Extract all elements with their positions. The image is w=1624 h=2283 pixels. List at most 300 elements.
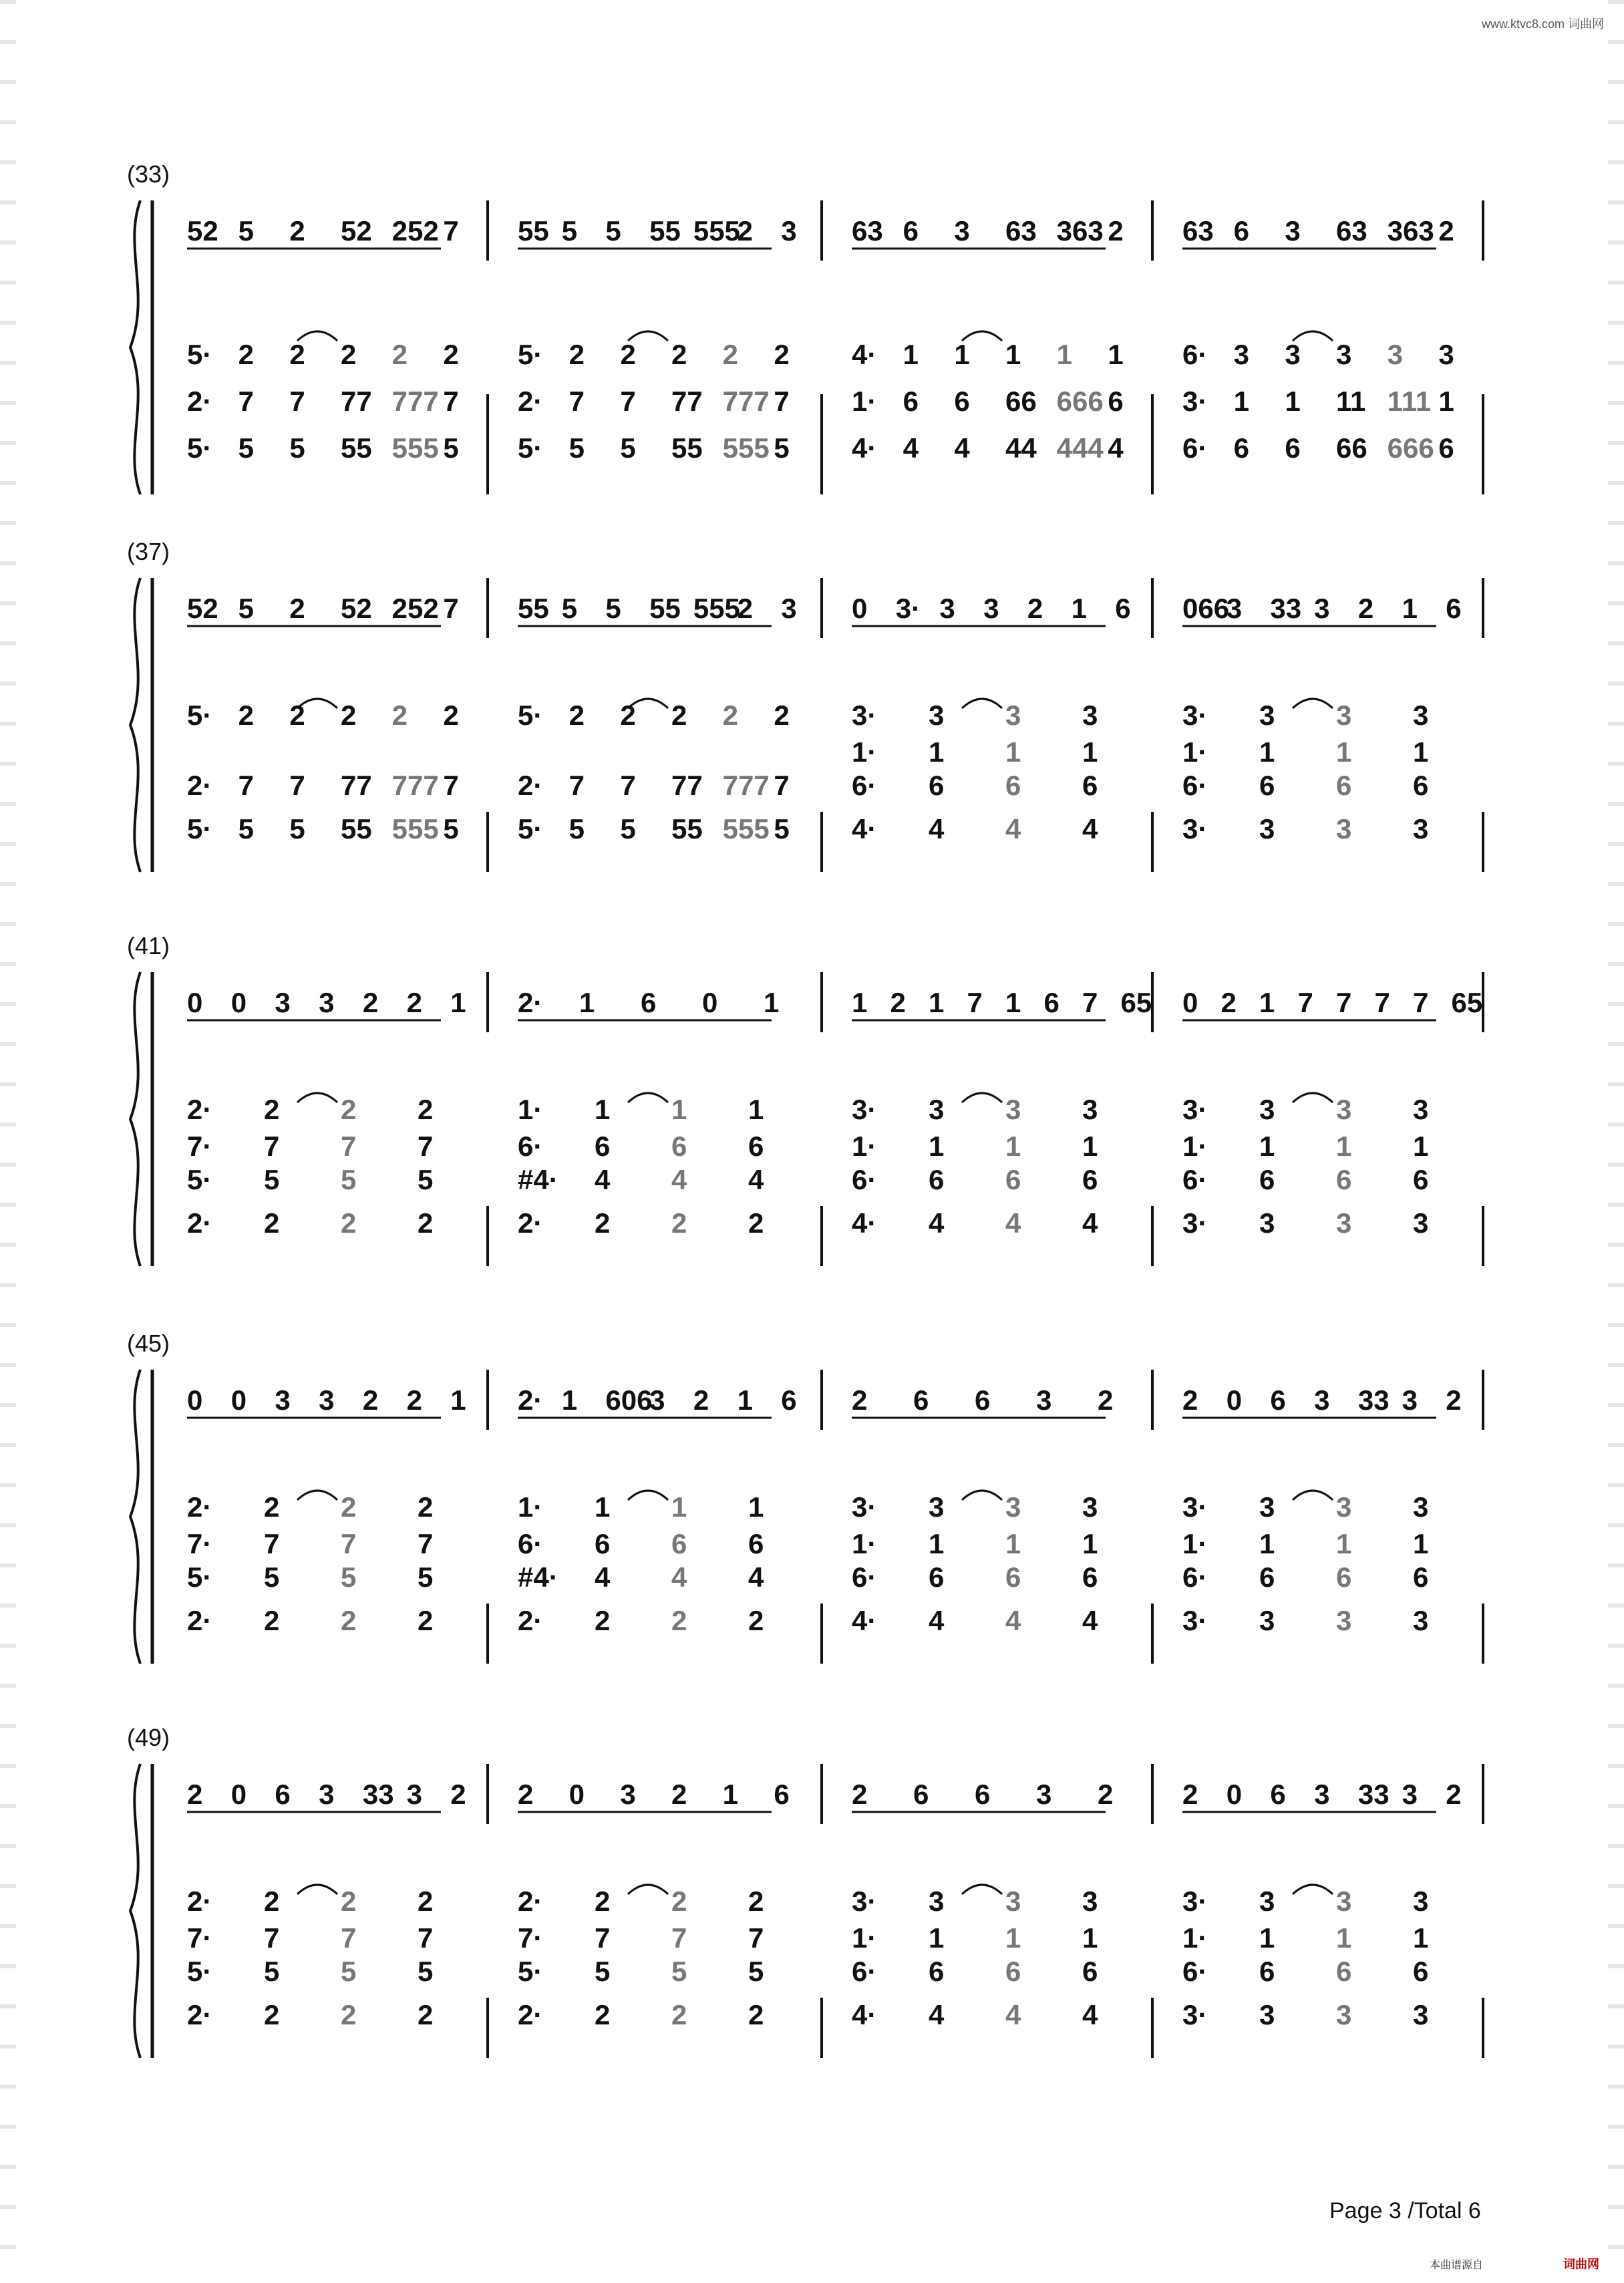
middle-note: 6 [1082,1164,1098,1195]
treble-note: 2 [1098,1384,1114,1416]
treble-note: 2 [1446,1779,1462,1810]
upper2-note: 7 [418,1922,434,1954]
upper-note: 1 [748,1491,764,1523]
upper-note: 2 [341,700,357,731]
lower-note: 2 [671,1999,687,2030]
middle-note: 7 [289,770,305,801]
upper-note: 2 [748,1885,764,1917]
upper-note: 1 [671,1094,687,1125]
treble-note: 0 [187,987,203,1018]
treble-note: 0 [230,1384,247,1416]
tie-arc [628,1093,668,1102]
treble-note: 6 [641,987,657,1018]
left-margin-pattern [0,0,16,2283]
lower-note: 5· [518,432,543,464]
lower-note: 44 [1005,432,1037,464]
treble-note: 3 [1314,593,1330,624]
upper-note: 3 [1259,1885,1275,1917]
upper-note: 3 [929,1094,945,1125]
treble-note: 2 [289,593,305,624]
upper-note: 1 [748,1094,764,1125]
treble-note: 33 [362,1779,394,1810]
upper-note: 2 [289,700,305,731]
upper2-note: 7 [341,1922,357,1954]
treble-note: 3 [781,593,797,624]
lower-note: 55 [671,813,703,845]
upper-note: 2 [264,1885,280,1917]
treble-note: 63 [1336,215,1367,247]
system-brace [130,1370,140,1664]
treble-note: 363 [1056,215,1104,247]
treble-note: 5 [561,593,578,624]
treble-note: 55 [649,215,681,247]
treble-note: 2 [362,987,379,1018]
treble-note: 5 [238,215,255,247]
upper-note: 2 [443,339,459,370]
middle-note: 666 [1056,386,1104,417]
upper2-note: 1· [1182,1528,1208,1559]
treble-note: 6 [781,1384,797,1416]
upper-note: 2 [620,700,636,731]
middle-note: 5 [341,1956,357,1987]
upper-note: 6· [1182,339,1208,370]
treble-note: 3 [781,215,797,247]
treble-note: 6 [913,1384,929,1416]
measure-number: (49) [127,1724,170,1751]
middle-note: 1 [1233,386,1250,417]
upper-note: 3 [1005,1885,1021,1917]
lower-note: 3 [1413,1999,1429,2030]
lower-note: 444 [1056,432,1104,464]
lower-note: 4 [929,1999,945,2030]
lower-note: 5 [569,813,585,845]
treble-note: 2 [1182,1384,1198,1416]
treble-note: 1 [1259,987,1275,1018]
lower-note: 4 [929,1207,945,1239]
lower-note: 5 [289,432,305,464]
tie-arc [297,1885,337,1894]
middle-note: 2· [518,770,543,801]
treble-note: 52 [341,215,372,247]
treble-note: 0 [569,1779,585,1810]
upper-note: 3 [929,700,945,731]
middle-note: 4 [595,1561,611,1593]
tie-arc [1293,1491,1333,1500]
upper-note: 2· [187,1885,212,1917]
middle-note: 6 [1336,1164,1352,1195]
lower-note: 4· [852,1605,877,1636]
middle-note: 77 [671,386,703,417]
lower-note: 2 [595,1999,611,2030]
upper-note: 1· [518,1094,543,1125]
treble-note: 55 [518,215,549,247]
middle-note: 2· [187,386,212,417]
treble-note: 555 [693,593,740,624]
upper2-note: 7· [187,1528,212,1559]
middle-note: 5· [518,1956,543,1987]
upper-note: 1 [1005,339,1021,370]
treble-note: 2 [1438,215,1454,247]
treble-note: 2 [890,987,906,1018]
treble-note: 6 [1233,215,1250,247]
middle-note: 2· [187,770,212,801]
lower-note: 2· [518,1999,543,2030]
middle-note: 6 [954,386,970,417]
treble-note: 55 [518,593,549,624]
treble-note: 3 [1314,1779,1330,1810]
treble-note: 7 [443,593,459,624]
treble-note: 33 [1357,1384,1390,1416]
lower-note: 2 [671,1605,687,1636]
middle-note: 6· [852,1956,877,1987]
upper2-note: 1 [929,736,945,768]
upper2-note: 1· [852,1528,877,1559]
lower-note: 2 [341,1999,357,2030]
treble-note: 2 [289,215,305,247]
tie-arc [962,1885,1002,1894]
treble-note: 0 [852,593,868,624]
right-margin-pattern [1608,0,1624,2283]
tie-arc [297,1093,337,1102]
measure-number: (37) [127,538,170,565]
upper-note: 1 [954,339,970,370]
lower-note: 2 [341,1605,357,1636]
upper2-note: 1 [1005,1528,1021,1559]
upper2-note: 6 [748,1528,764,1559]
treble-note: 6 [975,1779,991,1810]
upper2-note: 7· [518,1922,543,1954]
treble-note: 2 [187,1779,203,1810]
lower-note: 2· [518,1605,543,1636]
upper-note: 1 [903,339,919,370]
middle-note: 11 [1336,386,1366,417]
footer-brand: 词曲网 [1563,2258,1599,2271]
upper2-note: 1 [1082,736,1098,768]
treble-note: 63 [1182,215,1214,247]
treble-note: 2 [518,1779,534,1810]
upper2-note: 1 [929,1528,945,1559]
page-indicator: Page 3 /Total 6 [1329,2198,1481,2224]
lower-note: 555 [391,813,439,845]
upper-note: 3 [1082,700,1098,731]
measure-number: (45) [127,1330,170,1357]
middle-note: 5· [187,1956,212,1987]
upper-note: 1 [595,1094,611,1125]
treble-note: 0 [1226,1779,1243,1810]
treble-note: 3 [1402,1779,1418,1810]
upper-note: 2 [671,700,687,731]
lower-note: 4 [954,432,970,464]
upper-note: 3 [1387,339,1404,370]
treble-note: 2 [737,593,753,624]
lower-note: 2 [418,1605,434,1636]
lower-note: 4 [1108,432,1124,464]
middle-note: 6 [1082,1956,1098,1987]
upper-note: 3· [852,1885,877,1917]
lower-note: 2· [187,1207,212,1239]
middle-note: 777 [391,386,439,417]
treble-note: 1 [1402,593,1418,624]
upper2-note: 1 [1413,736,1429,768]
treble-note: 2 [406,1384,422,1416]
treble-note: 0 [230,1779,247,1810]
footer-source-label: 本曲谱源自 [1430,2260,1484,2271]
treble-note: 3 [1226,593,1243,624]
upper-note: 2 [620,339,636,370]
middle-note: 6 [929,1164,945,1195]
treble-note: 2 [1221,987,1237,1018]
middle-note: 7 [569,386,585,417]
lower-note: 2 [418,1999,434,2030]
lower-note: 555 [391,432,439,464]
treble-note: 52 [341,593,372,624]
lower-note: 4· [852,813,877,845]
treble-note: 1 [737,1384,753,1416]
treble-note: 0 [1226,1384,1243,1416]
lower-note: 4 [1005,1999,1021,2030]
middle-note: 6 [1082,1561,1098,1593]
tie-arc [1293,1093,1333,1102]
system-brace [130,1764,140,2058]
middle-note: 7 [620,386,636,417]
lower-note: 3 [1259,813,1275,845]
middle-note: 6 [1413,1561,1429,1593]
middle-note: 6 [1005,770,1021,801]
treble-note: 6 [1115,593,1131,624]
tie-arc [1293,699,1333,708]
lower-note: 5 [774,432,790,464]
system-brace [130,200,140,494]
treble-note: 2 [450,1779,466,1810]
treble-note: 3 [1285,215,1301,247]
upper-note: 2 [722,339,739,370]
middle-note: 5 [748,1956,764,1987]
lower-note: 6· [1182,432,1208,464]
lower-note: 5 [289,813,305,845]
tie-arc [962,699,1002,708]
system-score [127,571,1490,879]
middle-note: 4 [748,1561,764,1593]
system-score [127,1757,1490,2065]
treble-note: 3 [954,215,970,247]
middle-note: 6· [1182,770,1208,801]
middle-note: 5 [418,1561,434,1593]
middle-note: 5· [187,1164,212,1195]
treble-note: 252 [391,593,439,624]
lower-note: 5 [443,432,459,464]
treble-note: 5 [238,593,255,624]
treble-note: 55 [649,593,681,624]
system-brace [130,972,140,1266]
upper2-note: 1 [1082,1130,1098,1162]
upper2-note: 7 [264,1922,280,1954]
tie-arc [962,1491,1002,1500]
middle-note: 777 [722,386,770,417]
treble-note: 6 [1270,1779,1286,1810]
upper-note: 3 [929,1491,945,1523]
upper2-note: 1 [929,1130,945,1162]
treble-note: 0 [702,987,718,1018]
upper2-note: 1 [1005,736,1021,768]
treble-note: 3 [1402,1384,1418,1416]
treble-note: 6 [275,1779,291,1810]
treble-note: 3 [939,593,955,624]
upper2-note: 1 [1336,1922,1352,1954]
upper2-note: 1 [1413,1130,1429,1162]
treble-note: 7 [443,215,459,247]
lower-note: 5 [238,813,255,845]
upper-note: 3· [1182,700,1208,731]
lower-note: 2· [518,1207,543,1239]
upper-note: 2· [518,1885,543,1917]
treble-note: 066 [1182,593,1230,624]
treble-note: 1 [929,987,945,1018]
treble-note: 2 [693,1384,709,1416]
upper-note: 2 [264,1094,280,1125]
treble-note: 2· [518,1384,543,1416]
treble-note: 6 [774,1779,790,1810]
treble-note: 2 [1182,1779,1198,1810]
lower-note: 6 [1233,432,1250,464]
upper-note: 3 [1336,1491,1352,1523]
upper-note: 3 [1259,700,1275,731]
upper2-note: 7 [418,1130,434,1162]
middle-note: 6 [1413,770,1429,801]
upper-note: 3 [1005,1094,1021,1125]
upper-note: 3 [1233,339,1250,370]
treble-note: 0 [230,987,247,1018]
upper-note: 2 [671,339,687,370]
lower-note: 5 [620,432,636,464]
lower-note: 555 [722,813,770,845]
measure-number: (41) [127,932,170,959]
lower-note: 2 [341,1207,357,1239]
upper-note: 2 [774,339,790,370]
upper-note: 3 [1285,339,1301,370]
treble-note: 6 [1270,1384,1286,1416]
treble-note: 3 [319,1384,335,1416]
treble-note: 252 [391,215,439,247]
upper-note: 2 [341,339,357,370]
lower-note: 5· [187,813,212,845]
upper2-note: 1· [852,736,877,768]
treble-note: 7 [1413,987,1429,1018]
upper2-note: 1 [1259,1528,1275,1559]
treble-note: 1 [579,987,595,1018]
upper2-note: 6· [518,1528,543,1559]
lower-note: 2 [264,1605,280,1636]
middle-note: 6· [852,770,877,801]
upper2-note: 6· [518,1130,543,1162]
treble-note: 6 [903,215,919,247]
treble-note: 3 [649,1384,665,1416]
middle-note: 6 [929,1561,945,1593]
upper-note: 3 [1005,1491,1021,1523]
treble-note: 2 [1027,593,1043,624]
middle-note: 5· [187,1561,212,1593]
treble-note: 2 [852,1779,868,1810]
upper-note: 2 [238,700,255,731]
lower-note: 2 [748,1605,764,1636]
upper-note: 2 [595,1885,611,1917]
upper-note: 3 [1413,1094,1429,1125]
upper2-note: 1 [1005,1130,1021,1162]
treble-note: 3 [275,1384,291,1416]
system-score [127,1363,1490,1670]
lower-note: 4 [1005,1207,1021,1239]
upper2-note: 6 [671,1130,687,1162]
middle-note: 7 [238,770,255,801]
treble-note: 3 [275,987,291,1018]
middle-note: 1 [1285,386,1301,417]
middle-note: 6 [1005,1956,1021,1987]
lower-note: 3· [1182,1207,1208,1239]
upper-note: 3· [852,1094,877,1125]
upper-note: 2 [774,700,790,731]
lower-note: 2 [748,1999,764,2030]
treble-note: 2 [1098,1779,1114,1810]
upper-note: 3 [1336,1094,1352,1125]
treble-note: 3 [620,1779,636,1810]
upper2-note: 6 [748,1130,764,1162]
upper-note: 1 [1108,339,1124,370]
middle-note: 6· [1182,1561,1208,1593]
lower-note: 2 [595,1605,611,1636]
lower-note: 4 [1082,1207,1098,1239]
upper-note: 2 [238,339,255,370]
upper2-note: 7 [595,1922,611,1954]
tie-arc [628,1885,668,1894]
lower-note: 3 [1413,1605,1429,1636]
middle-note: 6 [1336,1561,1352,1593]
treble-note: 0 [1182,987,1198,1018]
upper2-note: 1 [1259,1130,1275,1162]
lower-note: 3 [1259,1999,1275,2030]
upper2-note: 1 [1259,736,1275,768]
upper-note: 3 [1336,1885,1352,1917]
lower-note: 5· [518,813,543,845]
lower-note: 666 [1387,432,1434,464]
lower-note: 66 [1336,432,1367,464]
upper-note: 3 [1082,1094,1098,1125]
upper2-note: 1· [852,1922,877,1954]
upper2-note: 1· [852,1130,877,1162]
treble-note: 7 [1297,987,1313,1018]
upper2-note: 1 [929,1922,945,1954]
middle-note: 77 [671,770,703,801]
middle-note: 6 [1259,770,1275,801]
upper-note: 3 [1336,700,1352,731]
lower-note: 555 [722,432,770,464]
middle-note: 4 [671,1561,687,1593]
lower-note: 4 [1005,1605,1021,1636]
treble-note: 2 [1357,593,1374,624]
treble-note: 1 [561,1384,578,1416]
lower-note: 5 [774,813,790,845]
lower-note: 4· [852,1999,877,2030]
lower-note: 6 [1438,432,1454,464]
middle-note: 66 [1005,386,1037,417]
upper-note: 3 [1438,339,1454,370]
middle-note: 6 [1413,1956,1429,1987]
system-brace [130,578,140,872]
lower-note: 6 [1285,432,1301,464]
upper-note: 1· [518,1491,543,1523]
upper-note: 2 [289,339,305,370]
treble-note: 5 [605,215,621,247]
upper-note: 1 [1056,339,1073,370]
middle-note: 6 [1082,770,1098,801]
